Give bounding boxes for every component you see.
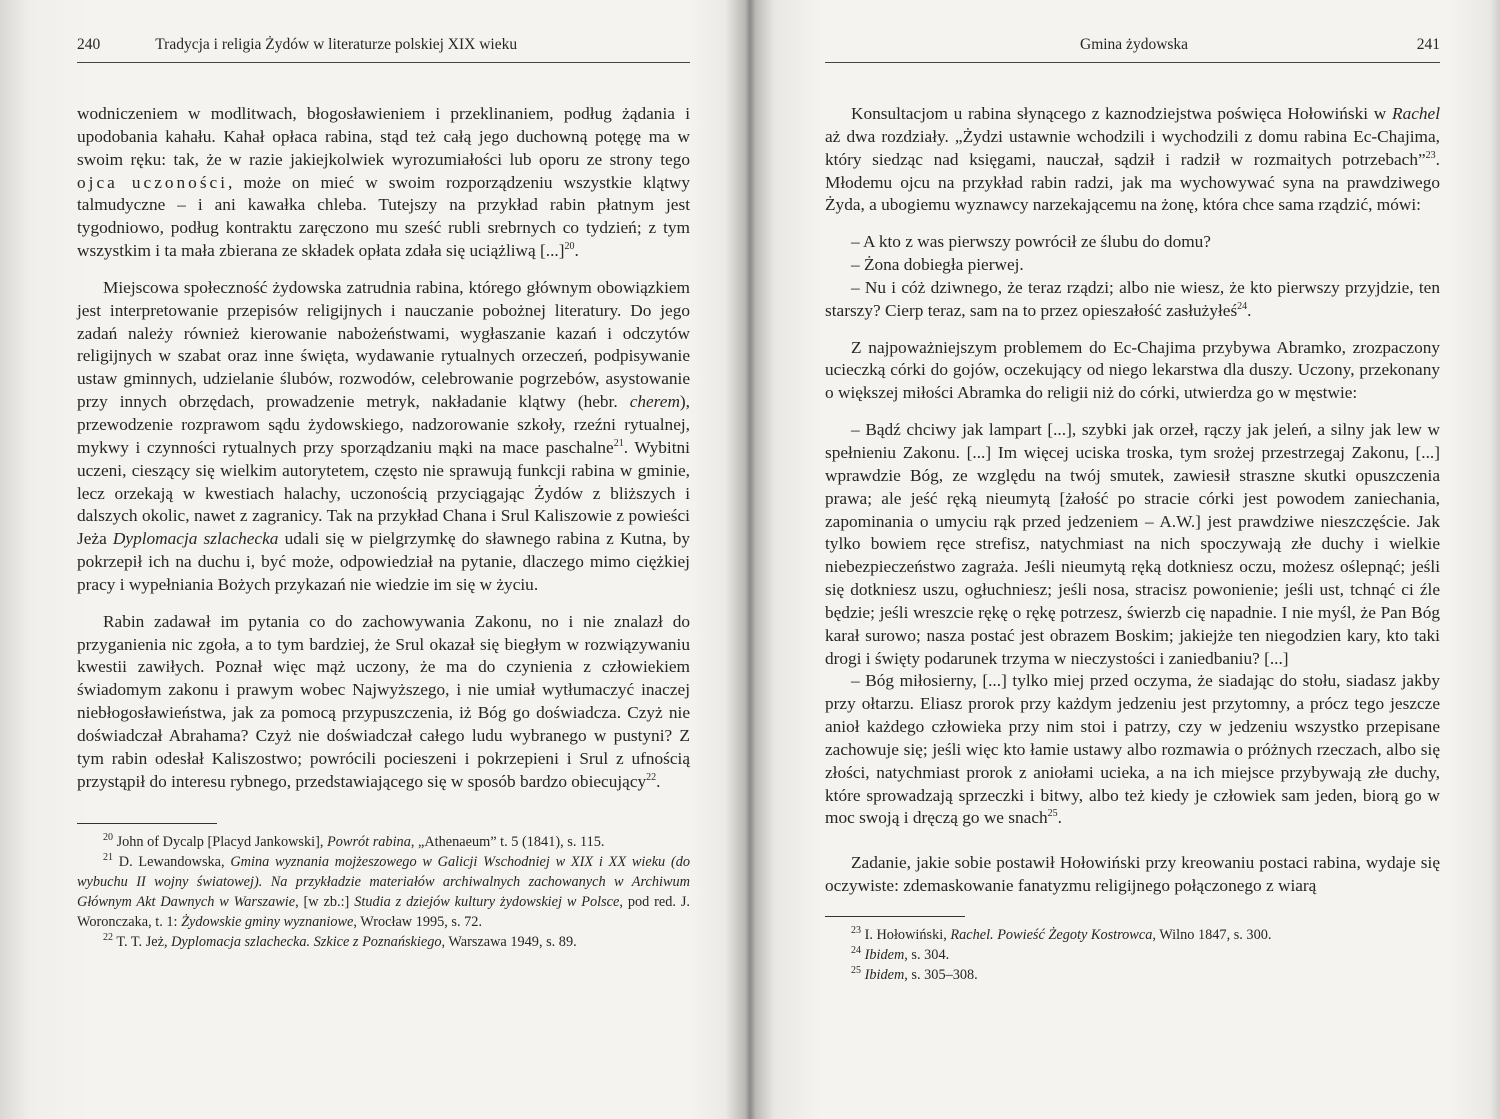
footnote-21: $^{21}$ D. Lewandowska, Gmina wyznania mojżeszowego w Galicji Wschodniej w XIX i XX wieku (do wybuchu II wojny światowej). Na przykładzie materiałów archiwalnych zachowanych w Archiwum Głównym Akt Dawnych w Warszawie, [w zb.:] Studia z dziejów kultury żydowskiej w Polsce, pod red. J. Woronczaka, t. 1: Żydowskie gminy wyznaniowe, Wrocław 1995, s. 72. xyxy=(77,852,691,931)
right-paragraph-3: Zadanie, jakie sobie postawił Hołowiński przy kreowaniu postaci rabina, wydaje się oczywiste: zdemaskowanie fanatyzmu religijnego połączonego z wiarą xyxy=(825,853,1440,896)
dialogue-line-2: – Żona dobiegła pierwej. xyxy=(851,255,1024,275)
left-paragraph-2: Miejscowa społeczność żydowska zatrudnia rabina, którego głównym obowiązkiem jest interpretowanie przepisów religijnych i nauczanie pobożnej literatury. Do jego zadań należy również kierowanie nabożeństwami, wygłaszanie kazań i odczytów religijnych w szabat oraz inne święta, wydawanie rytualnych orzeczeń, podpisywanie ustaw gminnych, udzielanie ślubów, rozwodów, celebrowanie pogrzebów, asystowanie przy innych obrzędach, prowadzenie metryk, nakładanie klątwy (hebr. cherem), przewodzenie rozprawom sądu żydowskiego, nadzorowanie szkoły, rzeźni rytualnej, mykwy i czynności rytualnych przy sporządzaniu mąki na mace paschalne$^{21}$. Wybitni uczeni, cieszący się wielkim autorytetem, często nie sprawują funkcji rabina w gminie, lecz orzekają w kwestiach halachy, uczonością przyciągając Żydów z bliższych i dalszych okolic, nawet z zagranicy. Tak na przykład Chana i Srul Kaliszowie z powieści Jeża Dyplomacja szlachecka udali się w pielgrzymkę do sławnego rabina z Kutna, by pokrzepił ich na duchu i, być może, odpowiedział na pytanie, dlaczego mimo ciężkiej pracy i wypełniania Bożych przykazań nie wiedzie im się w życiu. xyxy=(77,277,691,594)
dialogue-block xyxy=(825,231,1440,322)
footnote-ref-24: 24 xyxy=(1237,300,1248,312)
right-footnote-rule xyxy=(825,916,965,917)
left-footnotes xyxy=(77,832,690,952)
footnote-ref-23: 23 xyxy=(1425,149,1436,161)
dialogue-line-3: – Nu i cóż dziwnego, że teraz rządzi; albo nie wiesz, że kto pierwszy przyjdzie, ten starszy? Cierp teraz, sam na to przez opieszałość zasłużyłeś$^{24}$. xyxy=(825,277,1440,320)
right-running-header xyxy=(825,36,1440,63)
right-page xyxy=(750,0,1500,1119)
left-footnote-rule xyxy=(77,823,217,824)
right-paragraph-2: Z najpoważniejszym problemem do Ec-Chajima przybywa Abramko, zrozpaczony ucieczką córki do gojów, oczekujący od niego lekarstwa dla duszy. Uczony, przekonany o większej miłości Abramka do religii niż do córki, utwierdza go w męstwie: xyxy=(825,337,1440,403)
left-running-head: Tradycja i religia Żydów w literaturze polskiej XIX wieku xyxy=(155,36,518,53)
right-running-head: Gmina żydowska xyxy=(1080,36,1189,53)
left-body xyxy=(77,103,690,793)
left-block-quote: Rabin zadawał im pytania co do zachowywania Zakonu, no i nie znalazł do przyganienia nic zgoła, a to tym bardziej, że Srul okazał się biegłym w rozwiązywaniu kwestii zawiłych. Poznał więc mąż uczony, że ma do czynienia z człowiekiem świadomym zakonu i prawym wobec Najwyższego, i nie umiał wytłumaczyć inaczej niebłogosławieństwa, jak za pomocą przypuszczenia, iż Bóg go doświadcza. Czyż nie doświadczał Abrahama? Czyż nie doświadczał całego ludu wybranego w pustyni? Z tym rabin odesłał Kaliszostwo; powrócili pocieszeni i pokrzepieni i Srul z ufnością przystąpił do interesu rybnego, przedstawiającego się w sposób bardzo obiecujący$^{22}$. xyxy=(77,611,690,791)
right-paragraph-1: Konsultacjom u rabina słynącego z kaznodziejstwa poświęca Hołowiński w Rachel aż dwa rozdziały. „Żydzi ustawnie wchodzili i wychodzili z domu rabina Ec-Chajima, który siedząc nad księgami, nauczał, sądził i radził w rozmaitych potrzebach”$^{23}$. Młodemu ojcu na przykład rabin radzi, jak ma wychowywać syna na prawdziwego Żyda, a ubogiemu wyznawcy narzekającemu na żonę, która chce sama rządzić, mówi: xyxy=(825,104,1440,215)
dialogue-line-1: – A kto z was pierwszy powrócił ze ślubu do domu? xyxy=(851,232,1211,252)
footnote-20: $^{20}$ John of Dycalp [Placyd Jankowski], Powrót rabina, „Athenaeum” t. 5 (1841), s. 115. xyxy=(103,832,605,851)
left-running-header xyxy=(77,36,690,63)
footnote-25: $^{25}$ Ibidem, s. 305–308. xyxy=(851,965,978,983)
quote-part-1: – Bądź chciwy jak lampart [...], szybki jak orzeł, rączy jak jeleń, a silny jak lew w spełnieniu Zakonu. [...] Im więcej uciska troska, tym srożej przestrzegaj Zakonu, [...] wprawdzie Bóg, ze względu na twój smutek, zawiesił straszne skutki opuszczenia prawa; ale jeść ręką nieumytą [żałość po stracie córki jest powodem zaniechania, zapominania o umyciu rąk przed jedzeniem – A.W.] jest prawdziwe nieszczęście. Jak tylko bowiem ręce strefisz, natychmiast na nich spoczywają złe duchy i wielkie niebezpieczeństwo zagraża. Jeśli nieumytą ręką dotkniesz oczu, możesz oślepnąć; jeśli się dotkniesz uszu, ogłuchniesz; jeśli nosa, stracisz powonienie; jeśli ust, tchnąć ci źle będzie; jeśli wreszcie rękę o rękę potrzesz, świerzb cię napadnie. I nie myśl, że Pan Bóg karał surowo; nasza postać jest obrazem Boskim; jakiejże ten niegodzien kary, kto taki drogi i święty podarunek trzyma w nieczystości i zaniedbaniu? [...] xyxy=(825,420,1440,668)
right-footnotes xyxy=(825,925,1440,985)
footnote-ref-20: 20 xyxy=(564,241,575,253)
footnote-ref-22: 22 xyxy=(646,771,657,783)
footnote-24: $^{24}$ Ibidem, s. 304. xyxy=(851,945,950,963)
right-body xyxy=(825,103,1440,898)
right-block-quote xyxy=(825,419,1440,830)
footnote-22: $^{22}$ T. T. Jeż, Dyplomacja szlachecka. Szkice z Poznańskiego, Warszawa 1949, s. 89. xyxy=(103,932,577,951)
footnote-ref-21: 21 xyxy=(613,438,624,450)
quote-part-2: – Bóg miłosierny, [...] tylko miej przed oczyma, że siadając do stołu, siadasz jakby przy ołtarzu. Eliasz prorok przy każdym jedzeniu jest przytomny, a prócz tego jeszcze anioł każdego człowieka przy nim stoi i patrzy, czy w jedzeniu wszystko przepisane zachowuje się; jeśli więc kto łamie ustawy albo rozmawia o próżnych rzeczach, albo się złości, natychmiast prorok z aniołami ucieka, a na ich miejsce przybywają złe duchy, które sprowadzają sprzeczki i bitwy, albo też kiedy je człowiek sam jeden, biorą go w moc swoją i dręczą go we snach$^{25}$. xyxy=(825,671,1440,828)
left-paragraph-1: wodniczeniem w modlitwach, błogosławieniem i przeklinaniem, podług żądania i upodobania kahału. Kahał opłaca rabina, stąd też całą jego duchowną potęgę ma w swoim ręku: tak, że w razie jakiejkolwiek wyrozumiałości lub oporu ze strony tego ojca uczoności, może on mieć w swoim rozporządzeniu wszystkie klątwy talmudyczne – i ani kawałka chleba. Tutejszy na przykład rabin płatnym jest tygodniowo, podług kontraktu zaręczono mu sześć rubli srebrnych co tydzień; z tym wszystkim i ta mała zbierana ze składek opłata zdała się uciążliwą [...]$^{20}$. xyxy=(77,104,691,261)
footnote-ref-25: 25 xyxy=(1047,808,1058,820)
footnote-23: $^{23}$ I. Hołowiński, Rachel. Powieść Żegoty Kostrowca, Wilno 1847, s. 300. xyxy=(851,925,1272,943)
right-page-number: 241 xyxy=(1416,36,1440,53)
left-page-number: 240 xyxy=(77,36,101,53)
